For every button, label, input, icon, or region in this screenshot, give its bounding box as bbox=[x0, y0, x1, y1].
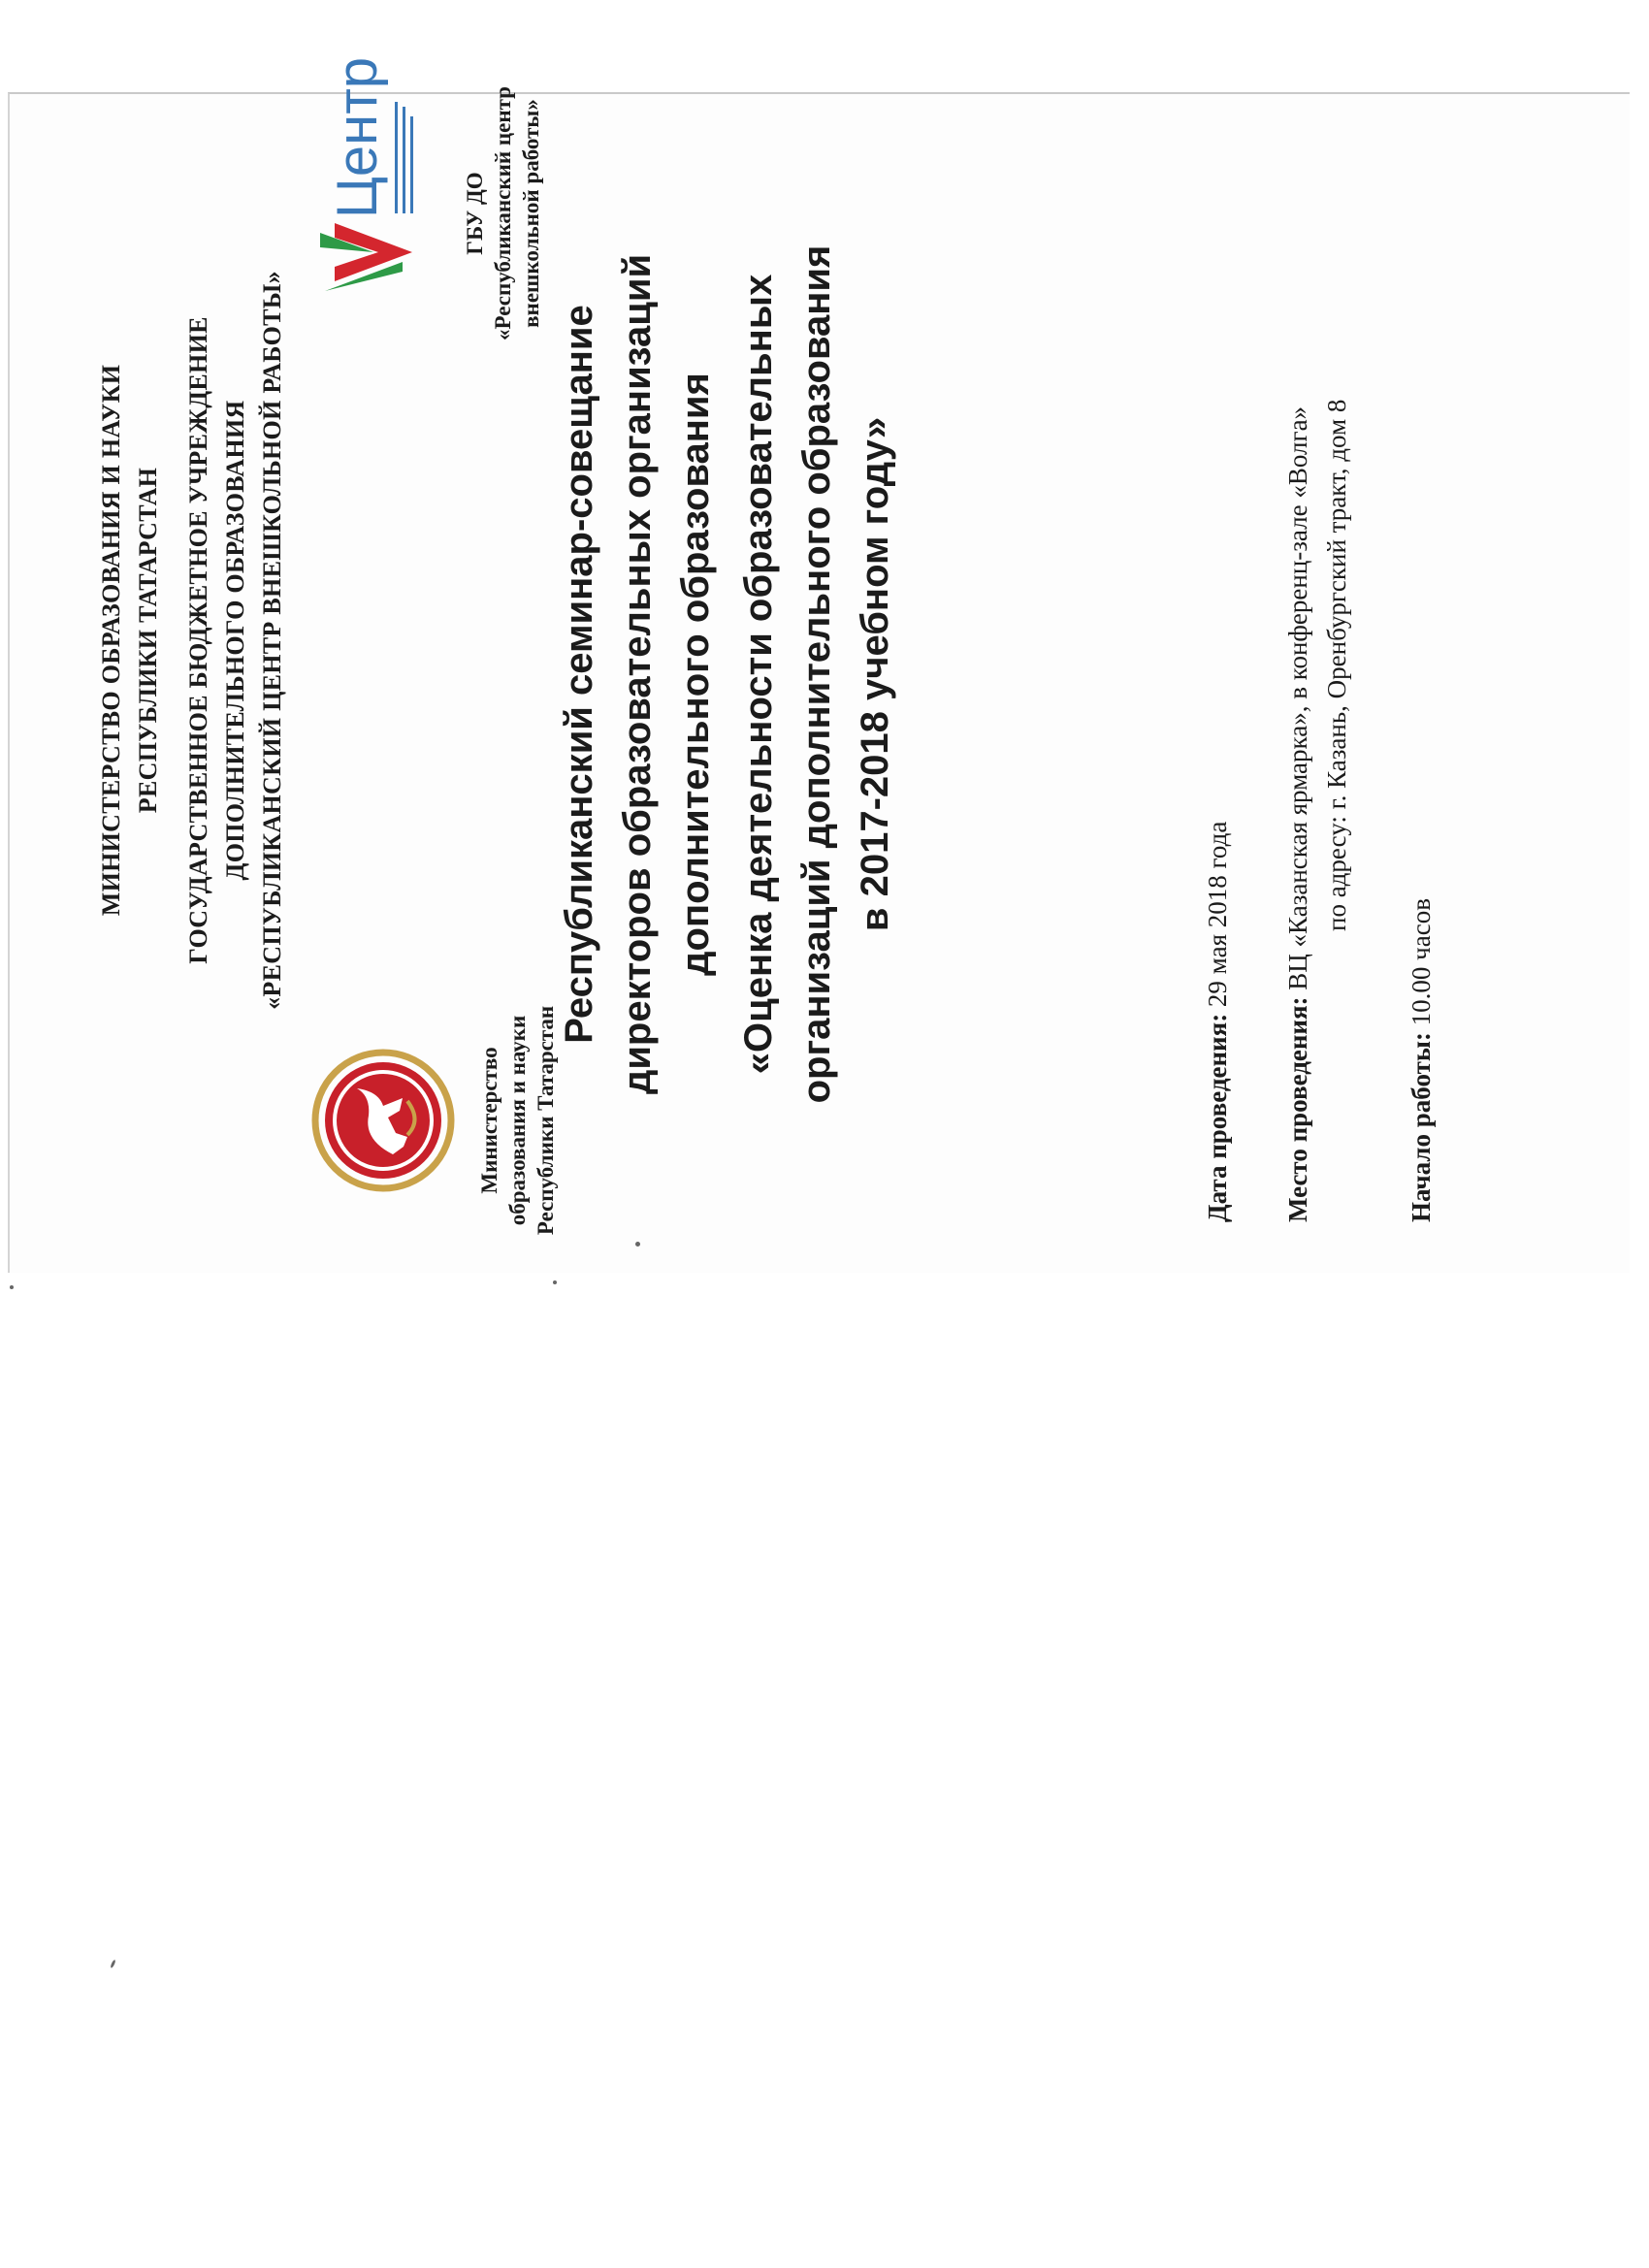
logo-underline bbox=[395, 102, 398, 213]
event-date bbox=[1203, 822, 1233, 1222]
title-line: «Оценка деятельности образовательных bbox=[737, 274, 780, 1075]
center-logo bbox=[306, 56, 441, 291]
event-place bbox=[1283, 406, 1313, 1222]
title-line: дополнительного образования bbox=[674, 373, 717, 976]
title-line: Республиканский семинар-совещание bbox=[558, 305, 600, 1044]
start-label: Начало работы: bbox=[1406, 1032, 1436, 1222]
right-org-line: внешкольной работы» bbox=[519, 99, 543, 328]
header-center: «РЕСПУБЛИКАНСКИЙ ЦЕНТР ВНЕШКОЛЬНОЙ РАБОТЫ» bbox=[258, 271, 286, 1010]
logo-underline bbox=[403, 107, 405, 213]
date-label: Дата проведения: bbox=[1203, 1013, 1232, 1222]
right-org-line: ГБУ ДО bbox=[463, 172, 487, 255]
start-value: 10.00 часов bbox=[1406, 898, 1436, 1026]
logo-text: Центр bbox=[326, 56, 389, 218]
header-education: ДОПОЛНИТЕЛЬНОГО ОБРАЗОВАНИЯ bbox=[221, 400, 249, 881]
left-org-line: Министерство bbox=[477, 1047, 501, 1194]
left-org-line: Республики Татарстан bbox=[534, 1005, 558, 1236]
tatarstan-emblem-icon bbox=[310, 1048, 456, 1193]
place-label: Место проведения: bbox=[1283, 996, 1312, 1222]
title-line: в 2017-2018 учебном году» bbox=[854, 416, 896, 932]
left-org-line: образования и науки bbox=[505, 1015, 530, 1226]
header-institution: ГОСУДАРСТВЕННОЕ БЮДЖЕТНОЕ УЧРЕЖДЕНИЕ bbox=[184, 316, 212, 964]
title-line: директоров образовательных организаций bbox=[616, 253, 659, 1095]
rotated-page bbox=[58, 56, 1649, 1261]
header-ministry: МИНИСТЕРСТВО ОБРАЗОВАНИЯ И НАУКИ bbox=[97, 364, 125, 917]
scan-speck bbox=[553, 1280, 557, 1284]
event-start bbox=[1406, 898, 1437, 1222]
scan-speck bbox=[110, 1960, 116, 1968]
right-org-line: «Республиканский центр bbox=[491, 86, 515, 340]
event-address: по адресу: г. Казань, Оренбургский тракт, дом 8 bbox=[1322, 399, 1351, 931]
logo-underline bbox=[410, 116, 413, 213]
place-value: ВЦ «Казанская ярмарка», в конференц-зале «Волга» bbox=[1283, 405, 1312, 990]
right-org-caption bbox=[461, 68, 545, 359]
scan-speck bbox=[10, 1285, 14, 1289]
left-org-caption bbox=[475, 989, 560, 1251]
date-value: 29 мая 2018 года bbox=[1203, 821, 1232, 1008]
title-line: организаций дополнительного образования bbox=[795, 244, 838, 1104]
header-republic: РЕСПУБЛИКИ ТАТАРСТАН bbox=[134, 467, 162, 814]
